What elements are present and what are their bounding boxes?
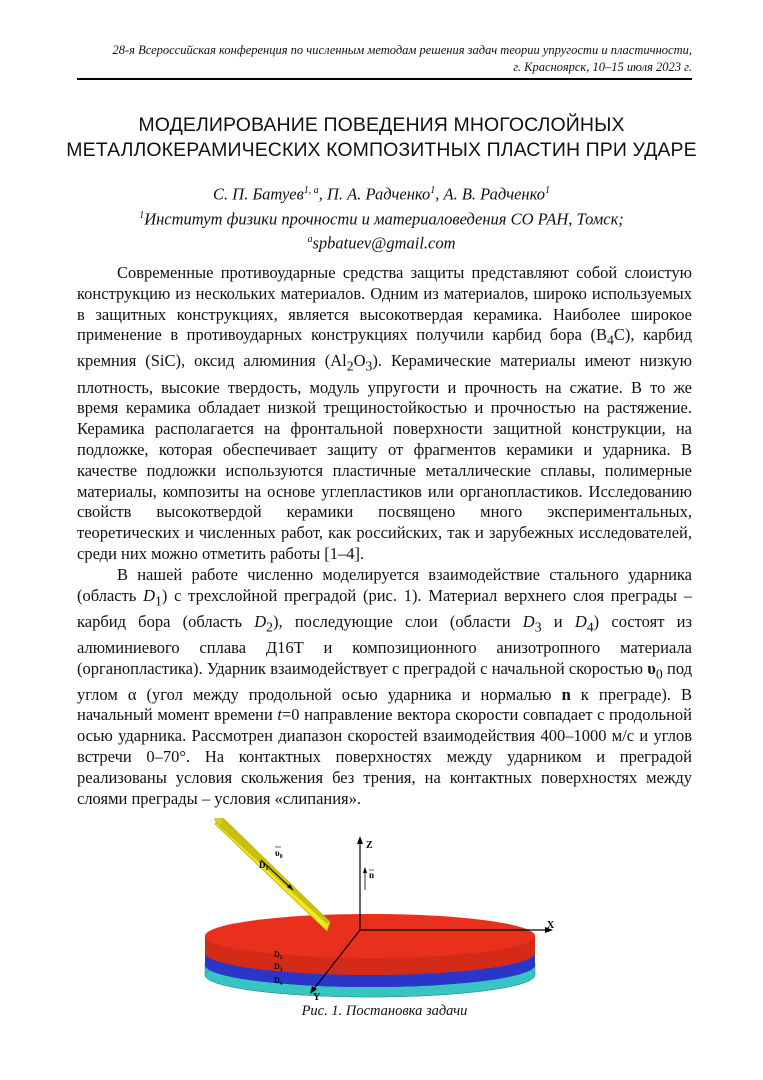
label-d1: $D_1$ [259,860,269,872]
author-2: П. А. Радченко [327,184,431,204]
figure-1 [195,818,575,1008]
figure-caption: Рис. 1. Постановка задачи [301,1003,468,1019]
p2-D2: D [254,611,267,631]
p2-D1: D [143,585,156,605]
normal-label: n [369,870,375,880]
p1-text-d: ). Керамические материалы имеют низкую плотность, высокие твердость, модуль упругости и прочность на сжатие. В то же время керамика обладает низкой трещиностойкостью и прочностью на растяжение. Керамика располагается на фронтальной поверхности защитной конструкции, на подложке, которая обеспечивает защиту от фрагментов керамики и ударника. В качестве подложки используются пластичные металлические сплавы, полимерные материалы, композиты на основе углепластиков или органопластиков. Исследованию свойств высокотвердой керамики посвящено много экспериментальных, теоретических и численных работ, как российских, так и зарубежных исследователей, среди них можно отметить работы [1–4]. [77,351,692,563]
email-sup: a [307,234,313,245]
author-2-sup: 1 [430,185,436,196]
conference-header [77,42,692,76]
p2-D4: D [574,611,587,631]
p2-velocity-symbol: υ [647,658,656,678]
affiliation [60,205,703,230]
layer-d2-top [205,914,535,958]
author-3: А. В. Радченко [443,184,545,204]
z-arrowhead [357,836,363,844]
p2-D2-sub: 2 [266,618,273,634]
title-line-2: МЕТАЛЛОКЕРАМИЧЕСКИХ КОМПОЗИТНЫХ ПЛАСТИН ПРИ УДАРЕ [66,139,697,161]
label-d4: $D_4$ [274,976,283,987]
author-list [60,180,703,205]
header-rule [77,78,692,80]
p2-velocity-sub: 0 [655,665,663,681]
p2-text-b: ) с трехслойной преградой (рис. 1). Материал верхнего слоя преграды – карбид бора (область [77,585,692,631]
normal-arrowhead [363,867,367,873]
author-1: С. П. Батуев [213,184,304,204]
y-label: Y [313,992,321,1003]
p1-sub-3: 3 [365,358,373,374]
velocity-arrow [261,860,293,890]
paragraph-2 [77,565,692,810]
figure-diagram [195,818,575,1008]
p1-sub-1: 4 [607,332,614,348]
email-text: spbatuev@gmail.com [312,233,456,253]
header-line-2: г. Красноярск, 10–15 июля 2023 г. [513,60,692,74]
label-d2: $D_2$ [274,950,283,961]
velocity-label: $\upsilon_0$ [275,848,283,860]
affiliation-text: Институт физики прочности и материаловедения СО РАН, Томск; [144,209,624,228]
projectile-shade [219,818,330,924]
paragraph-1 [77,263,692,565]
projectile [213,818,330,931]
z-label: Z [366,840,373,851]
p2-D3: D [522,611,535,631]
p2-text-a: В нашей работе численно моделируется взаимодействие стального ударника (область [77,564,692,605]
p2-text-e: ) состоят из алюминиевого сплава Д16Т и композиционного анизотропного материала (органопластика). Ударник взаимодействует с преградой с начальной скоростью [77,611,692,678]
p2-text-d: и [541,611,575,631]
p2-D1-sub: 1 [155,592,162,608]
email-line [60,229,703,254]
p2-text-c: ), последующие слои (области [273,611,523,631]
p1-text-c: O [353,351,366,371]
p2-D3-sub: 3 [534,618,542,634]
authors-block [60,180,703,254]
affiliation-sup: 1 [139,209,145,221]
p2-D4-sub: 4 [586,618,594,634]
p1-text-a: Современные противоударные средства защиты представляют собой слоистую конструкцию из нескольких материалов. Одним из материалов, широко используемых в защитных конструкциях, является высокотвердая керамика. Наиболее широкое применение в противоударных конструкциях получили карбид бора (B [77,263,692,345]
p2-text-f: под углом α (угол между продольной осью ударника и нормалью [77,658,692,704]
p2-text-h: =0 направление вектора скорости совпадает с продольной осью ударника. Рассмотрен диапазон скоростей взаимодействия 400–1000 м/с и углов встречи 0–70°. На контактных поверхностях между ударником и преградой реализованы условия скольжения без трения, на контактных поверхностях между слоями преграды – условия «слипания». [77,705,692,808]
p1-sub-2: 2 [346,358,354,374]
author-sep-1: , [318,184,327,204]
author-1-sup: 1, a [303,185,319,196]
body-text [77,263,692,809]
p2-text-g: к преграде). В начальный момент времени [77,684,692,725]
author-sep-2: , [435,184,444,204]
header-line-1: 28-я Всероссийская конференция по численным методам решения задач теории упругости и пластичности, [112,43,692,57]
p1-text-b: C), карбид кремния (SiC), оксид алюминия (Al [77,325,692,371]
p2-normal-symbol: n [561,684,571,704]
x-label: X [547,920,555,931]
title-line-1: МОДЕЛИРОВАНИЕ ПОВЕДЕНИЯ МНОГОСЛОЙНЫХ [138,114,625,136]
p2-time-symbol: t [277,705,282,725]
label-d3: $D_3$ [274,962,283,973]
paper-title [60,113,703,163]
author-3-sup: 1 [544,185,550,196]
